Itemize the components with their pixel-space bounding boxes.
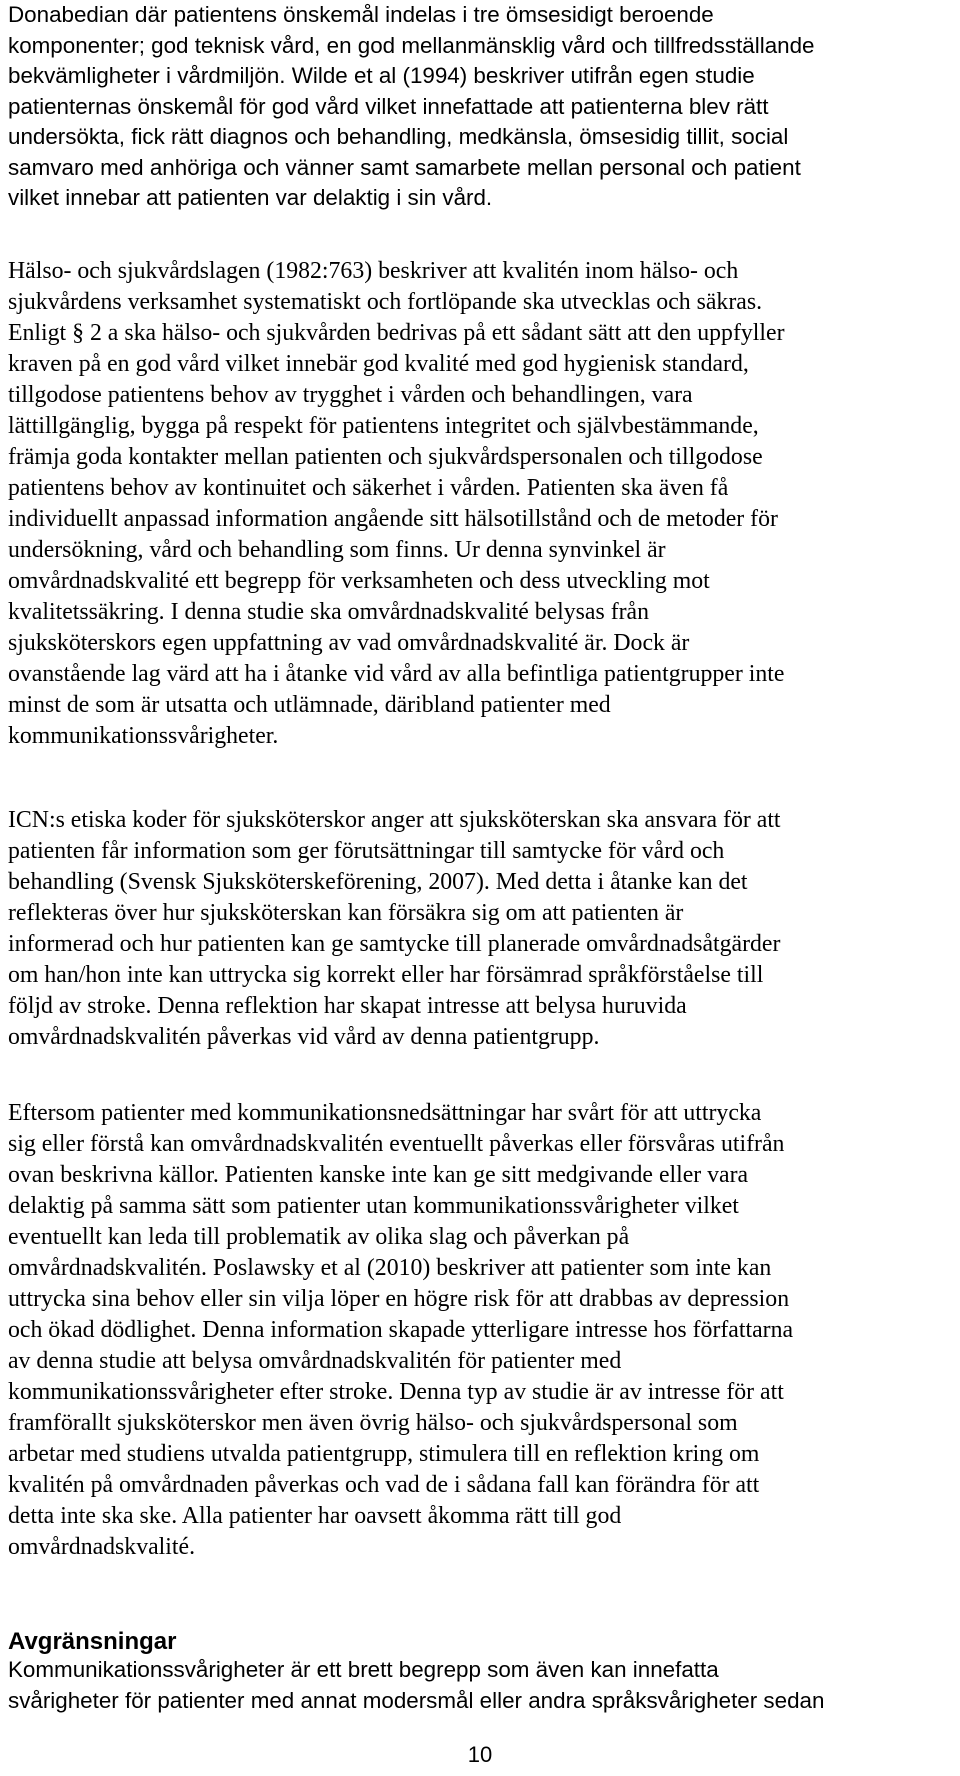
text-line: eventuellt kan leda till problematik av olika slag och påverkan på [8, 1224, 630, 1250]
text-line: sjuksköterskors egen uppfattning av vad omvårdnadskvalité är. Dock är [8, 630, 690, 656]
text-line: ovanstående lag värd att ha i åtanke vid vård av alla befintliga patientgrupper inte [8, 661, 785, 687]
text-line: sig eller förstå kan omvårdnadskvalitén eventuellt påverkas eller försvåras utifrån [8, 1131, 785, 1157]
text-line: om han/hon inte kan uttrycka sig korrekt eller har försämrad språkförståelse till [8, 962, 764, 988]
text-line: patienten får information som ger förutsättningar till samtycke för vård och [8, 838, 725, 864]
text-line: undersökning, vård och behandling som finns. Ur denna synvinkel är [8, 537, 666, 563]
paragraph-donabedian [8, 0, 815, 214]
section-heading-avgransningar: Avgränsningar [8, 1628, 177, 1655]
text-line: omvårdnadskvalitén påverkas vid vård av denna patientgrupp. [8, 1024, 600, 1050]
text-line: svårigheter för patienter med annat modersmål eller andra språksvårigheter sedan [8, 1687, 825, 1713]
text-line: främja goda kontakter mellan patienten och sjukvårdspersonalen och tillgodose [8, 444, 763, 470]
text-line: komponenter; god teknisk vård, en god mellanmänsklig vård och tillfredsställande [8, 32, 815, 58]
text-line: samvaro med anhöriga och vänner samt samarbete mellan personal och patient [8, 154, 801, 180]
text-line: kommunikationssvårigheter. [8, 723, 279, 749]
text-line: och ökad dödlighet. Denna information skapade ytterligare intresse hos författarna [8, 1317, 794, 1343]
text-line: individuellt anpassad information angående sitt hälsotillstånd och de metoder för [8, 506, 778, 532]
text-line: patienternas önskemål för god vård vilket innefattade att patienterna blev rätt [8, 93, 769, 119]
text-line: Enligt § 2 a ska hälso- och sjukvården bedrivas på ett sådant sätt att den uppfyller [8, 320, 785, 346]
text-line: arbetar med studiens utvalda patientgrupp, stimulera till en reflektion kring om [8, 1441, 760, 1467]
text-line: bekvämligheter i vårdmiljön. Wilde et al (1994) beskriver utifrån egen studie [8, 63, 755, 88]
text-line: kraven på en god vård vilket innebär god kvalité med god hygienisk standard, [8, 351, 749, 377]
text-line: kommunikationssvårigheter efter stroke. Denna typ av studie är av intresse för att [8, 1379, 784, 1405]
text-line: ovan beskrivna källor. Patienten kanske inte kan ge sitt medgivande eller vara [8, 1162, 749, 1188]
paragraph-enligt-paragraf [8, 318, 785, 752]
text-line: omvårdnadskvalité. [8, 1534, 196, 1560]
text-line: omvårdnadskvalitén. Poslawsky et al (2010) beskriver att patienter som inte kan [8, 1255, 772, 1281]
paragraph-halso-sjukvardslagen [8, 256, 762, 318]
text-line: ICN:s etiska koder för sjuksköterskor anger att sjuksköterskan ska ansvara för att [8, 807, 781, 833]
text-line: detta inte ska ske. Alla patienter har oavsett åkomma rätt till god [8, 1503, 622, 1529]
text-line: minst de som är utsatta och utlämnade, däribland patienter med [8, 692, 611, 718]
text-line: av denna studie att belysa omvårdnadskvalitén för patienter med [8, 1348, 622, 1374]
text-line: reflekteras över hur sjuksköterskan kan försäkra sig om att patienten är [8, 900, 684, 926]
text-line: framförallt sjuksköterskor men även övrig hälso- och sjukvårdspersonal som [8, 1410, 738, 1436]
text-line: kvalitetssäkring. I denna studie ska omvårdnadskvalité belysas från [8, 599, 650, 625]
text-line: behandling (Svensk Sjuksköterskeförening, 2007). Med detta i åtanke kan det [8, 869, 748, 895]
text-line: Donabedian där patientens önskemål indelas i tre ömsesidigt beroende [8, 2, 714, 27]
text-line: tillgodose patientens behov av trygghet i vården och behandlingen, vara [8, 382, 693, 408]
text-line: delaktig på samma sätt som patienter utan kommunikationssvårigheter vilket [8, 1193, 739, 1219]
text-line: Kommunikationssvårigheter är ett brett begrepp som även kan innefatta [8, 1657, 719, 1682]
text-line: kvalitén på omvårdnaden påverkas och vad de i sådana fall kan förändra för att [8, 1472, 760, 1498]
text-line: lättillgänglig, bygga på respekt för patientens integritet och självbestämmande, [8, 413, 759, 439]
paragraph-kommunikationssvarigheter [8, 1655, 824, 1716]
text-line: informerad och hur patienten kan ge samtycke till planerade omvårdnadsåtgärder [8, 931, 781, 957]
text-line: Eftersom patienter med kommunikationsnedsättningar har svårt för att uttrycka [8, 1100, 762, 1126]
paragraph-icn-etiska-koder [8, 805, 781, 1053]
paragraph-eftersom-patienter [8, 1098, 793, 1563]
page-number: 10 [467, 1742, 493, 1767]
text-line: följd av stroke. Denna reflektion har skapat intresse att belysa huruvida [8, 993, 687, 1019]
text-line: sjukvårdens verksamhet systematiskt och fortlöpande ska utvecklas och säkras. [8, 289, 763, 315]
text-line: Hälso- och sjukvårdslagen (1982:763) beskriver att kvalitén inom hälso- och [8, 258, 739, 284]
text-line: omvårdnadskvalité ett begrepp för verksamheten och dess utveckling mot [8, 568, 710, 594]
text-line: undersökta, fick rätt diagnos och behandling, medkänsla, ömsesidig tillit, social [8, 124, 789, 149]
text-line: vilket innebar att patienten var delaktig i sin vård. [8, 185, 493, 210]
text-line: patientens behov av kontinuitet och säkerhet i vården. Patienten ska även få [8, 475, 729, 501]
text-line: uttrycka sina behov eller sin vilja löper en högre risk för att drabbas av depression [8, 1286, 790, 1312]
